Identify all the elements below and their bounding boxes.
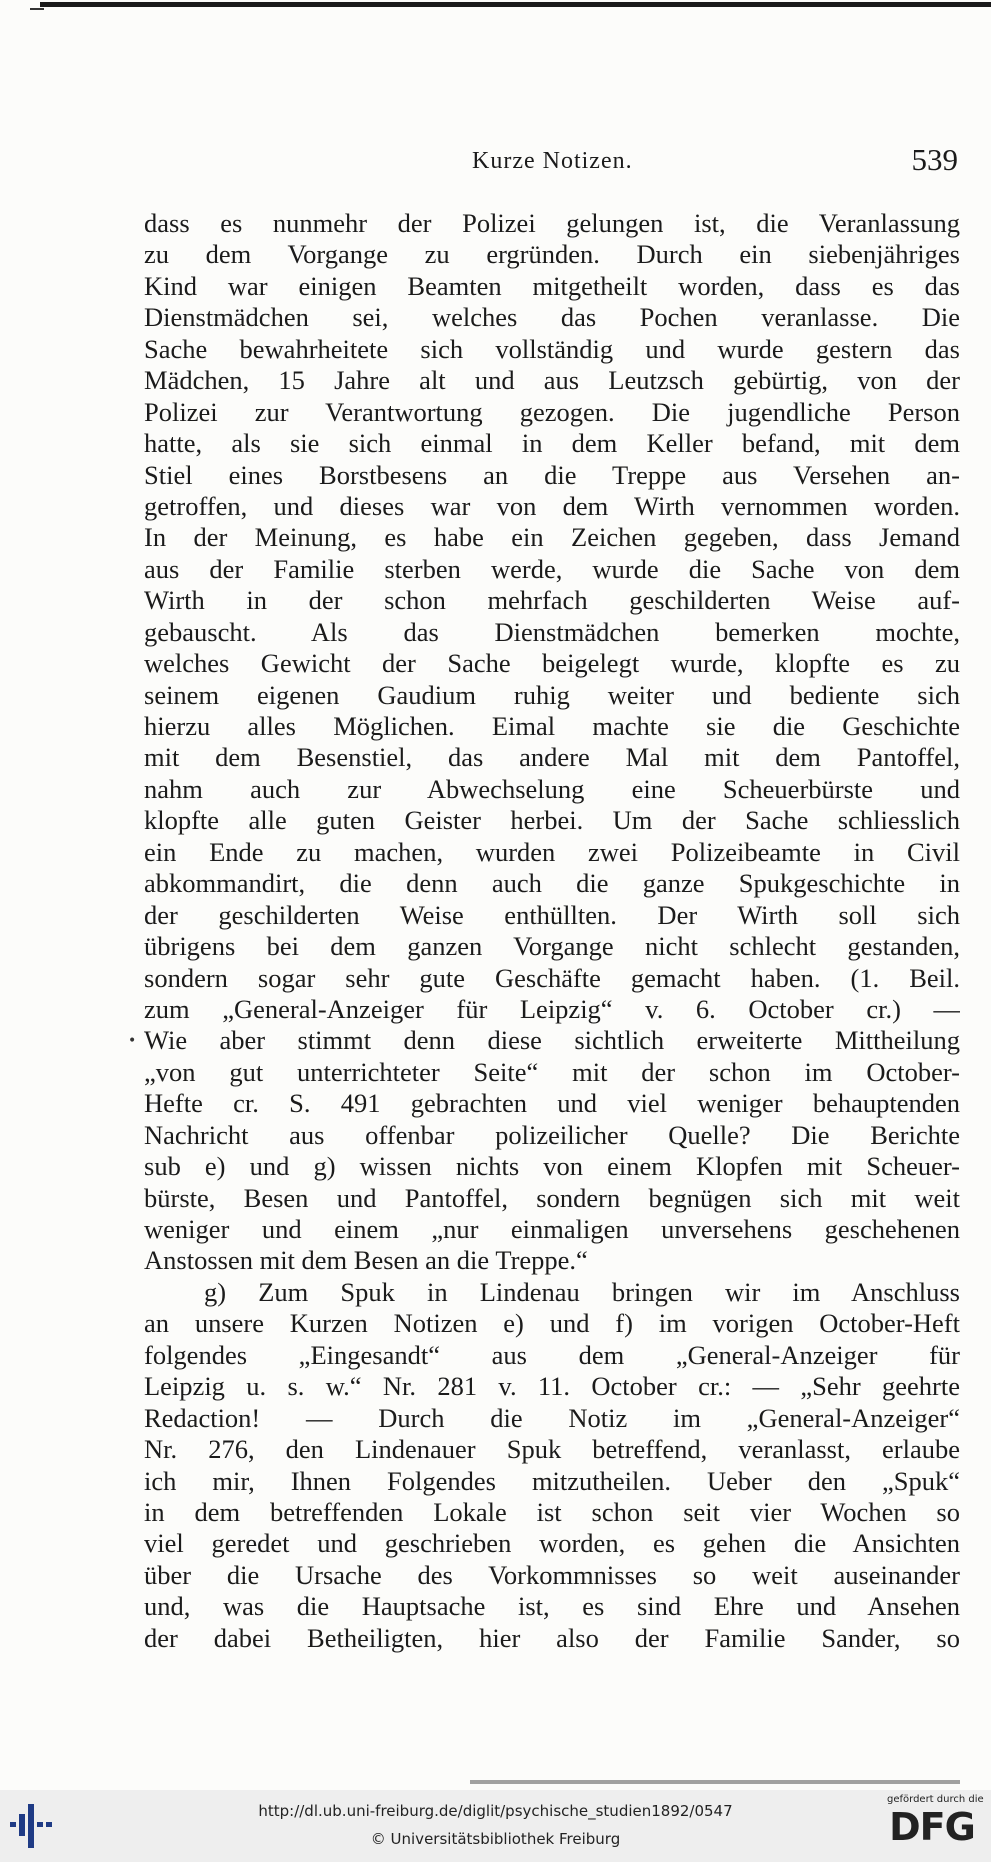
running-head [140, 142, 958, 182]
text-line: Stiel eines Borstbesens an die Treppe aus Versehen an- [144, 459, 960, 490]
text-line: Sache bewahrheitete sich vollständig und wurde gestern das [144, 333, 960, 364]
text-line: aus der Familie sterben werde, wurde die Sache von dem [144, 553, 960, 584]
text-line: sub e) und g) wissen nichts von einem Klopfen mit Scheuer- [144, 1151, 960, 1182]
text-line: an unsere Kurzen Notizen e) und f) im vorigen October-Heft [144, 1308, 960, 1339]
text-line: der geschilderten Weise enthüllten. Der Wirth soll sich [144, 899, 960, 930]
copyright-notice: © Universitätsbibliothek Freiburg [370, 1830, 621, 1848]
text-line: Anstossen mit dem Besen an die Treppe.“ [144, 1245, 588, 1276]
text-line: seinem eigenen Gaudium ruhig weiter und bediente sich [144, 679, 960, 710]
text-line: zu dem Vorgange zu ergründen. Durch ein siebenjähriges [144, 239, 960, 270]
viewer-footer [0, 1790, 991, 1862]
text-line: nahm auch zur Abwechselung eine Scheuerbürste und [144, 773, 960, 804]
running-head-title: Kurze Notizen. [472, 148, 633, 174]
text-line: und, was die Hauptsache ist, es sind Ehre und Ansehen [144, 1591, 960, 1622]
text-line: über die Ursache des Vorkommnisses so weit auseinander [144, 1559, 960, 1590]
text-line: folgendes „Eingesandt“ aus dem „General-Anzeiger für [144, 1339, 960, 1370]
text-line: bürste, Besen und Pantoffel, sondern begnügen sich mit weit [144, 1182, 960, 1213]
text-line: viel geredet und geschrieben worden, es gehen die Ansichten [144, 1528, 960, 1559]
bottom-scan-mark [470, 1780, 960, 1784]
text-line: weniger und einem „nur einmaligen unversehens geschehenen [144, 1214, 960, 1244]
body-text [144, 208, 960, 1654]
top-rule-tail [30, 8, 44, 10]
text-line: Nachricht aus offenbar polizeilicher Quelle? Die Berichte [144, 1119, 960, 1150]
margin-mark: • [128, 1033, 137, 1049]
text-line: hatte, als sie sich einmal in dem Keller befand, mit dem [144, 428, 960, 459]
text-line: „von gut unterrichteter Seite“ mit der schon im October- [144, 1056, 960, 1087]
text-line: klopfte alle guten Geister herbei. Um der Sache schliesslich [144, 805, 960, 836]
text-line: Hefte cr. S. 491 gebrachten und viel weniger behauptenden [144, 1088, 960, 1119]
text-line: Redaction! — Durch die Notiz im „General-Anzeiger“ [144, 1402, 960, 1433]
funder-caption: gefördert durch die [887, 1794, 984, 1805]
dfg-logo [887, 1794, 984, 1849]
text-line: welches Gewicht der Sache beigelegt wurde, klopfte es zu [144, 648, 960, 679]
text-line: Polizei zur Verantwortung gezogen. Die jugendliche Person [144, 396, 960, 427]
text-line: zum „General-Anzeiger für Leipzig“ v. 6. October cr.) — [144, 993, 960, 1024]
text-line: Leipzig u. s. w.“ Nr. 281 v. 11. October cr.: — „Sehr geehrte [144, 1371, 960, 1402]
permalink-url[interactable]: http://dl.ub.uni-freiburg.de/diglit/psychische_studien1892/0547 [258, 1802, 733, 1820]
text-line: gebauscht. Als das Dienstmädchen bemerken mochte, [144, 616, 960, 647]
text-line: g) Zum Spuk in Lindenau bringen wir im Anschluss [204, 1276, 960, 1307]
text-line: hierzu alles Möglichen. Eimal machte sie die Geschichte [144, 711, 960, 741]
text-line: abkommandirt, die denn auch die ganze Spukgeschichte in [144, 868, 960, 899]
text-line: Wirth in der schon mehrfach geschilderten Weise auf- [144, 585, 960, 616]
dfg-logo-text: DFG [889, 1805, 975, 1849]
text-line: Nr. 276, den Lindenauer Spuk betreffend, veranlasst, erlaube [144, 1434, 960, 1465]
text-line: In der Meinung, es habe ein Zeichen gegeben, dass Jemand [144, 522, 960, 553]
page-number: 539 [911, 142, 958, 177]
text-line: Wie aber stimmt denn diese sichtlich erweiterte Mittheilung [144, 1025, 960, 1056]
text-line: ein Ende zu machen, wurden zwei Polizeibeamte in Civil [144, 836, 960, 867]
text-line: Kind war einigen Beamten mitgetheilt worden, dass es das [144, 270, 960, 301]
text-line: Dienstmädchen sei, welches das Pochen veranlasse. Die [144, 302, 960, 333]
text-line: mit dem Besenstiel, das andere Mal mit dem Pantoffel, [144, 742, 960, 773]
text-line: übrigens bei dem ganzen Vorgange nicht schlecht gestanden, [144, 931, 960, 962]
text-line: in dem betreffenden Lokale ist schon seit vier Wochen so [144, 1496, 960, 1527]
text-line: der dabei Betheiligten, hier also der Familie Sander, so [144, 1622, 960, 1653]
text-line: getroffen, und dieses war von dem Wirth vernommen worden. [144, 490, 960, 521]
top-rule [40, 2, 991, 7]
text-line: dass es nunmehr der Polizei gelungen ist, die Veranlassung [144, 208, 960, 238]
text-line: Mädchen, 15 Jahre alt und aus Leutzsch gebürtig, von der [144, 365, 960, 396]
text-line: ich mir, Ihnen Folgendes mitzutheilen. Ueber den „Spuk“ [144, 1465, 960, 1496]
text-line: sondern sogar sehr gute Geschäfte gemacht haben. (1. Beil. [144, 962, 960, 993]
